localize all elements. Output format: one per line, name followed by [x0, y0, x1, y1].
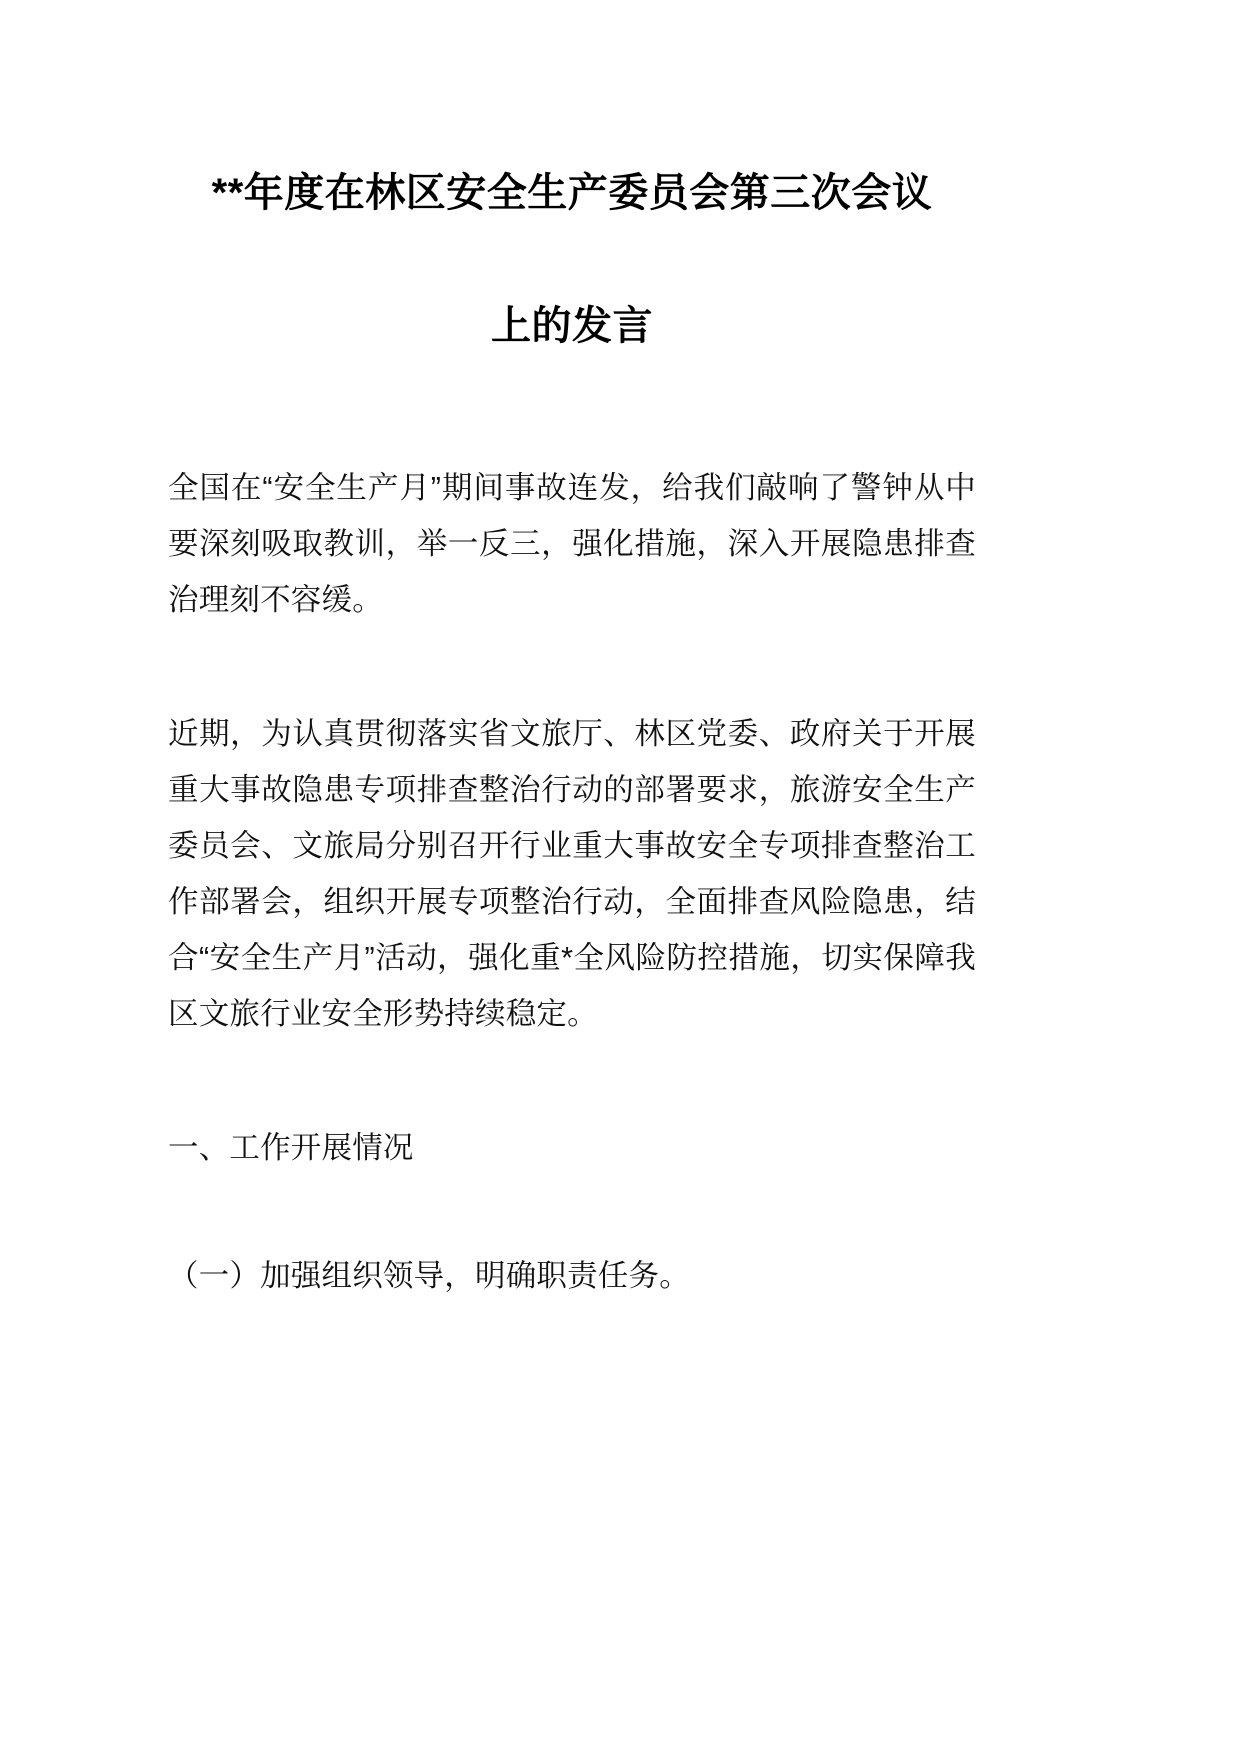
- page-title-line-1: **年度在林区安全生产委员会第三次会议: [211, 171, 933, 215]
- title-body-spacer: [168, 352, 976, 460]
- section-heading-one: 一、工作开展情况: [168, 1131, 414, 1166]
- sub-heading-one-a: （一）加强组织领导，明确职责任务。: [168, 1259, 690, 1294]
- paragraph-spacer-2: [168, 1082, 976, 1120]
- document-content: [168, 0, 976, 1304]
- page-title: [168, 0, 976, 352]
- body-paragraph-2: 近期，为认真贯彻落实省文旅厅、林区党委、政府关于开展重大事故隐患专项排查整治行动的部署要求，旅游安全生产委员会、文旅局分别召开行业重大事故安全专项排查整治工作部署会，组织开展专项整治行动，全面排查风险隐患，结合“安全生产月”活动，强化重*全风险防控措施，切实保障我区文旅行业安全形势持续稳定。: [168, 717, 976, 1032]
- body-paragraph-1: 全国在“安全生产月”期间事故连发，给我们敲响了警钟从中要深刻吸取教训，举一反三，强化措施，深入开展隐患排查治理刻不容缓。: [168, 471, 976, 618]
- page-title-line-2: 上的发言: [491, 304, 653, 349]
- heading-spacer: [168, 1176, 976, 1248]
- paragraph-spacer-1: [168, 668, 976, 706]
